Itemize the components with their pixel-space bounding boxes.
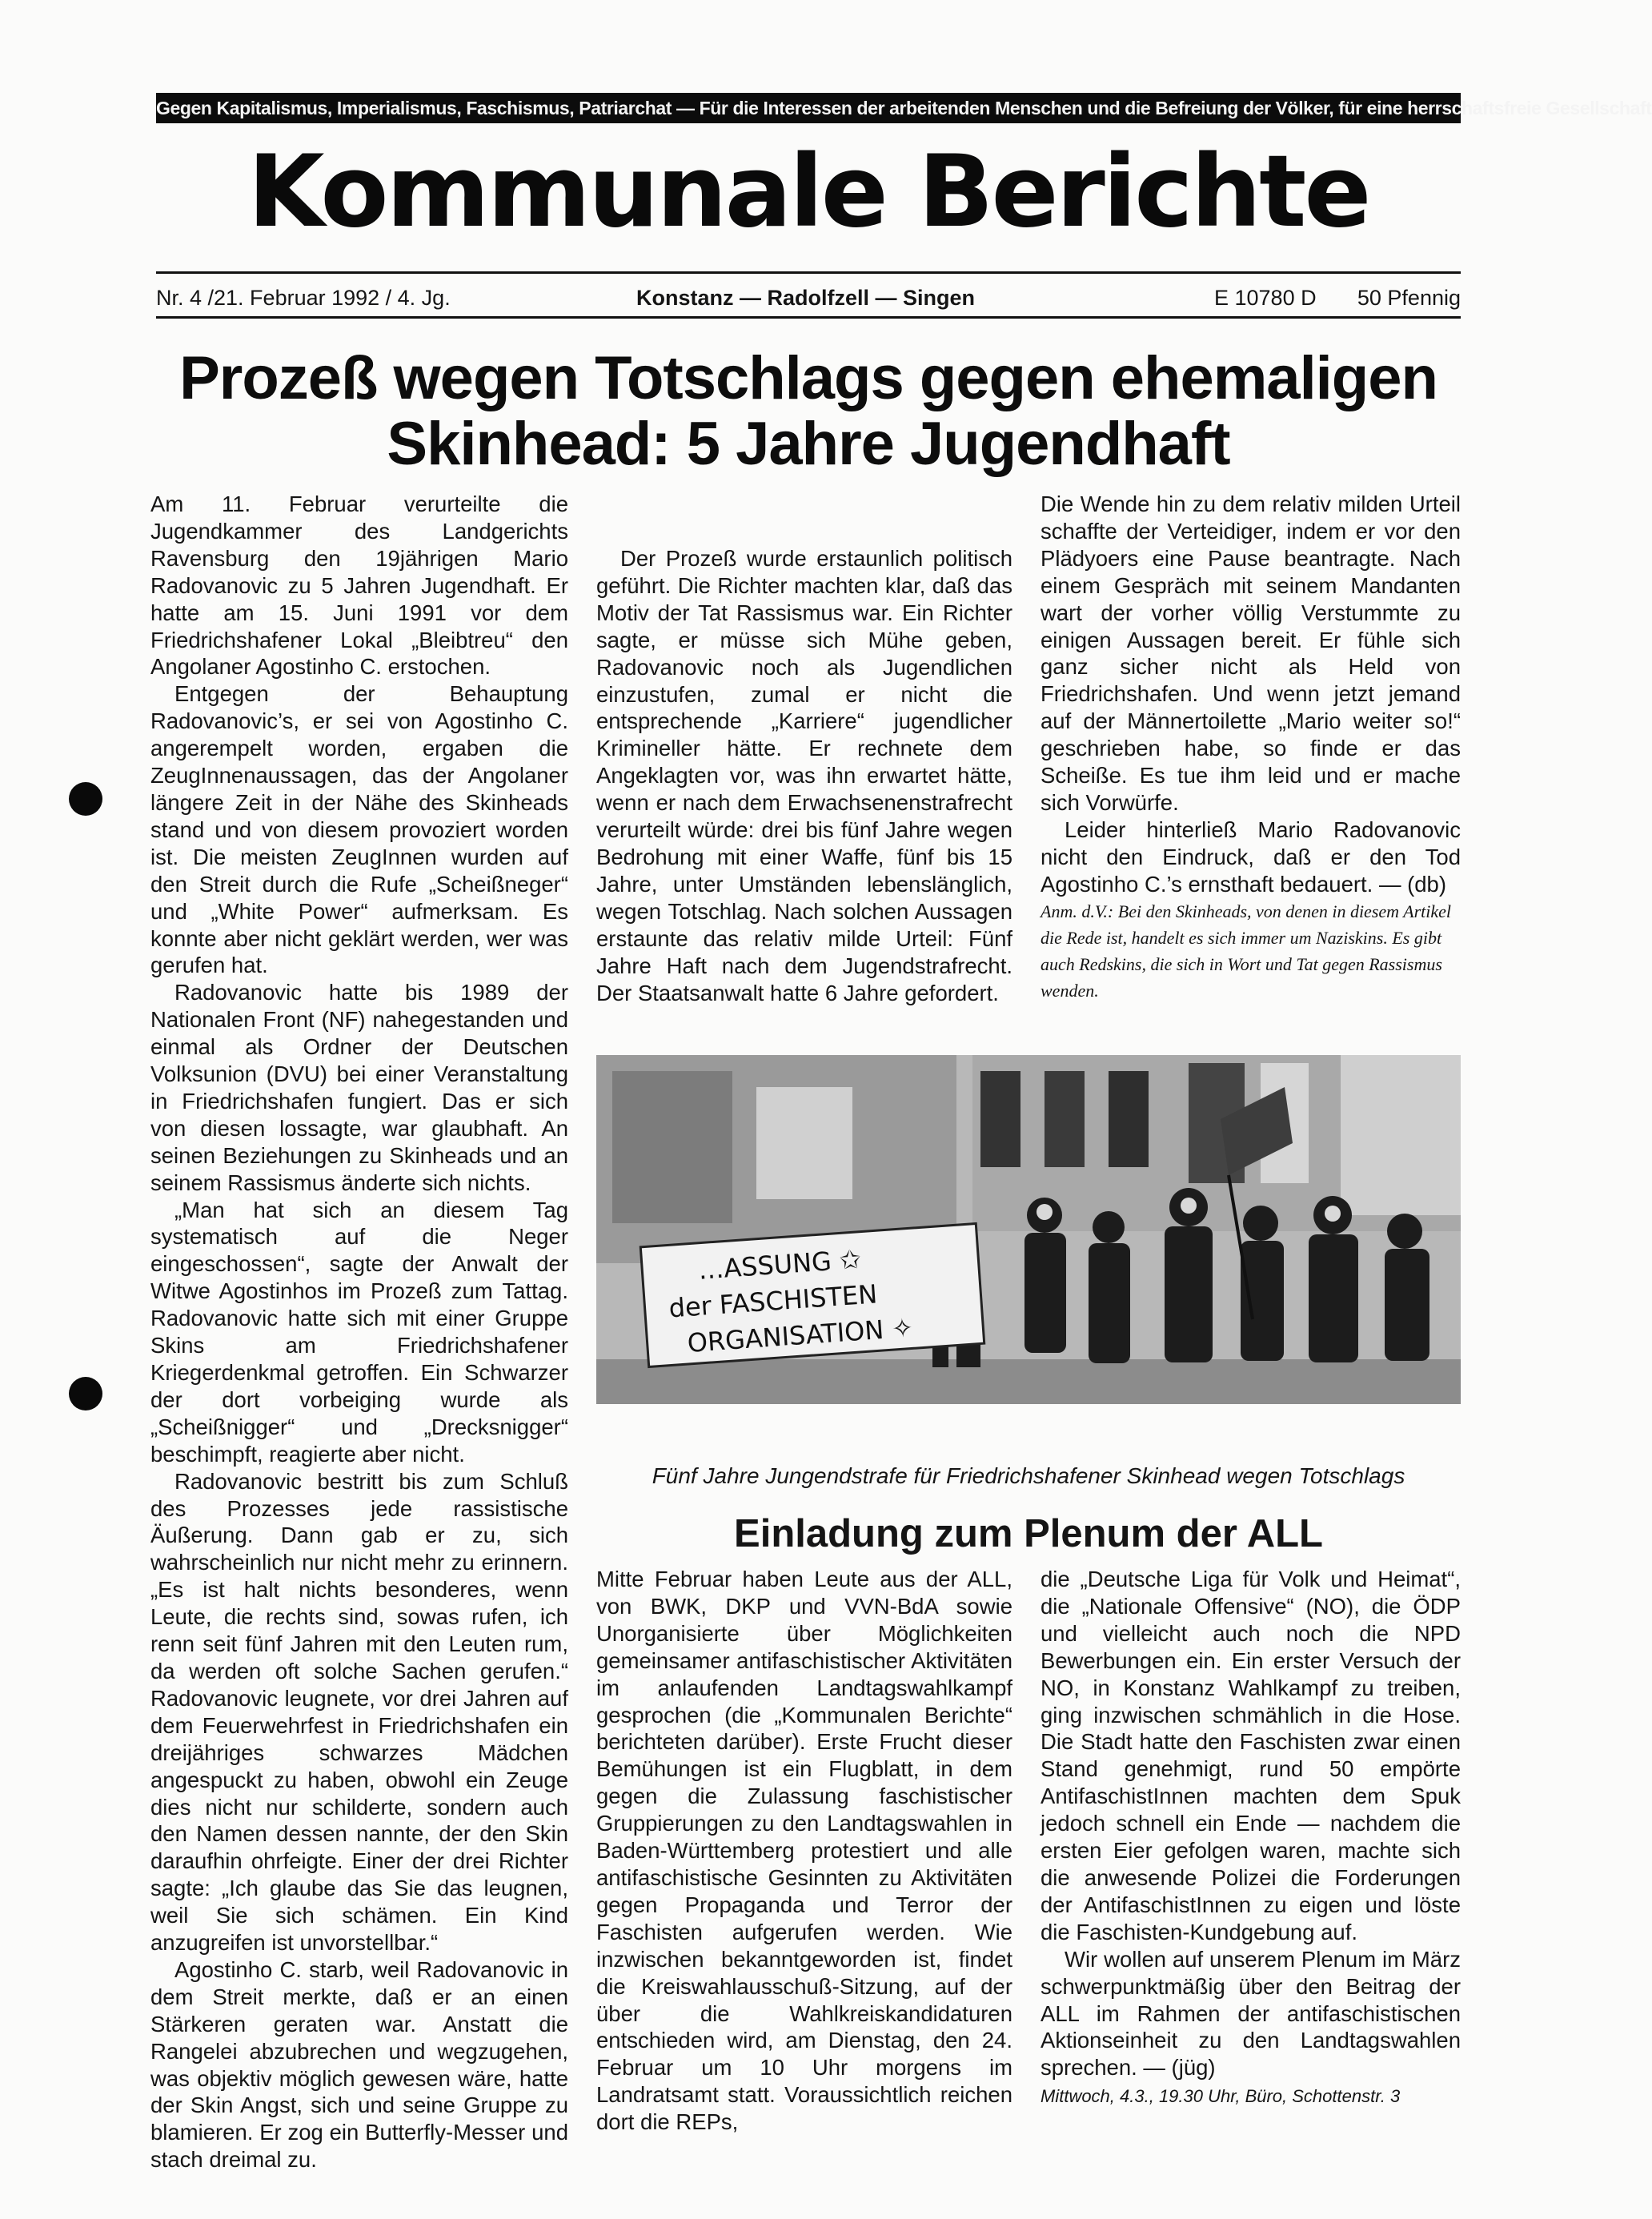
punch-hole-bottom: [69, 1377, 102, 1410]
article-column-3: [1041, 491, 1461, 1004]
paragraph: Der Prozeß wurde erstaunlich politisch geführt. Die Richter machten klar, daß das Motiv der Tat Rassismus war. Ein Richter sagte, er müsse sich Mühe geben, Radovanovic noch als Jugendlichen einzustufen, zumal er nicht die entsprechende „Karriere“ jugendlicher Krimineller hätte. Er rechnete dem Angeklagten vor, was ihn erwartet hätte, wenn er nach dem Erwachsenenstrafrecht verurteilt würde: drei bis fünf Jahre wegen Bedrohung mit einer Waffe, fünf bis 15 Jahre, unter Umständen lebenslänglich, wegen Totschlag. Nach solchen Aussagen erstaunte das relativ milde Urteil: Fünf Jahre Haft nach dem Jugendstrafrecht. Der Staatsanwalt hatte 6 Jahre gefordert.: [596, 546, 1012, 1005]
paragraph: Radovanovic bestritt bis zum Schluß des Prozesses jede rassistische Äußerung. Dann gab er zu, sich wahrscheinlich nur nicht mehr zu erinnern. „Es ist halt nichts besonderes, wenn Leute, die rechts sind, sowas rufen, ich renn seit fünf Jahren mit den Leuten rum, da werden oft solche Sachen gerufen.“ Radovanovic leugnete, vor drei Jahren auf dem Feuerwehrfest in Friedrichshafen ein dreijähriges schwarzes Mädchen angespuckt zu haben, obwohl ein Zeuge dies nicht nur schilderte, sondern auch den Namen dessen nannte, der den Skin daraufhin ohrfeigte. Einer der drei Richter sagte: „Ich glaube das Sie das leugnen, weil Sie sich schämen. Ein Kind anzugreifen ist unvorstellbar.“: [150, 1468, 568, 1956]
masthead-rule: [156, 271, 1461, 274]
places: Konstanz — Radolfzell — Singen: [636, 286, 976, 310]
article-2-headline: Einladung zum Plenum der ALL: [734, 1512, 1323, 1555]
demonstration-photo: [596, 1055, 1461, 1404]
paragraph: Agostinho C. starb, weil Radovanovic in dem Streit merkte, daß er an einen Stärkeren geraten war. Anstatt die Rangelei abzubrechen und wegzugehen, was objektiv möglich gewesen wäre, hatte der Skin Angst, sich und seine Gruppe zu blamieren. Er zog ein Butterfly-Messer und stach dreimal zu.: [150, 1956, 568, 2173]
masthead-title: Kommunale Berichte: [247, 134, 1369, 250]
paragraph: „Man hat sich an diesem Tag systematisch auf die Neger eingeschossen“, sagte der Anwalt der Witwe Agostinhos im Prozeß zum Tattag. Radovanovic hatte sich mit einer Gruppe Skins am Friedrichshafener Kriegerdenkmal getroffen. Ein Schwarzer der dort vorbeiging wurde als „Scheißnigger“ und „Drecksnigger“ beschimpft, reagierte aber nicht.: [150, 1197, 568, 1467]
article-2-column-1: [596, 1566, 1012, 2136]
slogan-bar: Gegen Kapitalismus, Imperialismus, Faschismus, Patriarchat — Für die Interessen der arbeitenden Menschen und die Befreiung der Völker, für eine herrschaftsfreie Gesellschaft: [156, 93, 1461, 123]
photo-caption: Fünf Jahre Jungendstrafe für Friedrichshafener Skinhead wegen Totschlags: [652, 1463, 1405, 1488]
banner-text-2: der FASCHISTEN: [668, 1278, 879, 1324]
punch-hole-top: [69, 782, 102, 816]
issue-info-line: [156, 282, 1461, 314]
article-headline: Prozeß wegen Totschlags gegen ehemaligen Skinhead: 5 Jahre Jugendhaft: [179, 344, 1437, 478]
paragraph: Mitte Februar haben Leute aus der ALL, von BWK, DKP und VVN-BdA sowie Unorganisierte über Möglichkeiten gemeinsamer antifaschistischer Aktivitäten im anlaufenden Landtagswahlkampf gesprochen (die „Kommunalen Berichte“ berichteten darüber). Erste Frucht dieser Bemühungen ist ein Flugblatt, in dem gegen die Zulassung faschistischer Gruppierungen zu den Landtagswahlen in Baden-Württemberg protestiert und alle antifaschistische Gesinnten zu Aktivitäten gegen Propaganda und Terror der Faschisten aufgerufen werden. Wie inzwischen bekanntgeworden ist, findet die Kreiswahlausschuß-Sitzung, auf der über die Wahlkreiskandidaturen entschieden wird, am Dienstag, den 24. Februar um 10 Uhr morgens im Landratsamt statt. Voraussichtlich reichen dort die REPs,: [596, 1567, 1012, 2135]
info-rule: [156, 316, 1461, 319]
paragraph: Am 11. Februar verurteilte die Jugendkammer des Landgerichts Ravensburg den 19jährigen Mario Radovanovic zu 5 Jahren Jugendhaft. Er hatte am 15. Juni 1991 vor dem Friedrichshafener Lokal „Bleibtreu“ den Angolaner Agostinho C. erstochen.: [150, 492, 568, 680]
article-2-column-2: [1041, 1566, 1461, 2110]
banner-text-1: …ASSUNG ✩: [697, 1243, 862, 1286]
paragraph: Entgegen der Behauptung Radovanovic’s, er sei von Agostinho C. angerempelt worden, ergaben die ZeugInnenaussagen, das der Angolaner längere Zeit in der Nähe des Skinheads stand und von diesem provoziert worden ist. Die meisten ZeugInnen wurden auf den Streit durch die Rufe „Scheißneger“ und „White Power“ aufmerksam. Es konnte aber nicht geklärt werden, wer was gerufen hat.: [150, 681, 568, 978]
meeting-info: Mittwoch, 4.3., 19.30 Uhr, Büro, Schottenstr. 3: [1041, 2086, 1401, 2107]
paragraph: Radovanovic hatte bis 1989 der Nationalen Front (NF) nahegestanden und einmal als Ordner der Deutschen Volksunion (DVU) bei einer Veranstaltung in Friedrichshafen fungiert. Das er sich von diesen lossagte, war glaubhaft. An seinen Beziehungen zu Skinheads und an seinem Rassismus änderte sich nichts.: [150, 980, 568, 1195]
price: 50 Pfennig: [1357, 286, 1461, 310]
banner-text-3: ORGANISATION ✧: [686, 1312, 915, 1358]
article-column-2: [596, 491, 1012, 1006]
issue-number: Nr. 4 /21. Februar 1992 / 4. Jg.: [156, 286, 451, 310]
article-column-1: [150, 491, 568, 2173]
paragraph: Wir wollen auf unserem Plenum im März schwerpunktmäßig über den Beitrag der ALL im Rahmen der antifaschistischen Aktionseinheit zu den Landtagswahlen sprechen. — (jüg): [1041, 1946, 1461, 2081]
paragraph: Die Wende hin zu dem relativ milden Urteil schaffte der Verteidiger, indem er vor den Plädyoers eine Pause beantragte. Nach einem Gespräch mit seinem Mandanten wart der vorher völlig Verstummte zu einigen Aussagen bereit. Er fühle sich ganz sicher nicht als Held von Friedrichshafen. Und wenn jetzt jemand auf der Männertoilette „Mario weiter so!“ geschrieben habe, so finde er das Scheiße. Es tue ihm leid und er mache sich Vorwürfe.: [1041, 492, 1461, 815]
editor-note: Anm. d.V.: Bei den Skinheads, von denen in diesem Artikel die Rede ist, handelt es sich immer um Naziskins. Es gibt auch Redskins, die sich in Wort und Tat gegen Rassismus wenden.: [1041, 901, 1452, 1001]
paragraph: die „Deutsche Liga für Volk und Heimat“, die „Nationale Offensive“ (NO), die ÖDP und vielleicht auch noch die NPD Bewerbungen ein. Ein erster Versuch der NO, in Konstanz Wahlkampf zu treiben, ging inzwischen schmählich in die Hose. Die Stadt hatte den Faschisten zwar einen Stand genehmigt, rund 50 empörte AntifaschistInnen machten dem Spuk jedoch schnell ein Ende — nachdem die ersten Eier gefolgen waren, machte sich die anwesende Polizei die Forderungen der AntifaschistInnen zu eigen und löste die Faschisten-Kundgebung auf.: [1041, 1567, 1461, 1944]
paragraph: Leider hinterließ Mario Radovanovic nicht den Eindruck, daß er den Tod Agostinho C.’s ernsthaft bedauert. — (db): [1041, 817, 1461, 897]
postal-code: E 10780 D: [1214, 286, 1317, 310]
